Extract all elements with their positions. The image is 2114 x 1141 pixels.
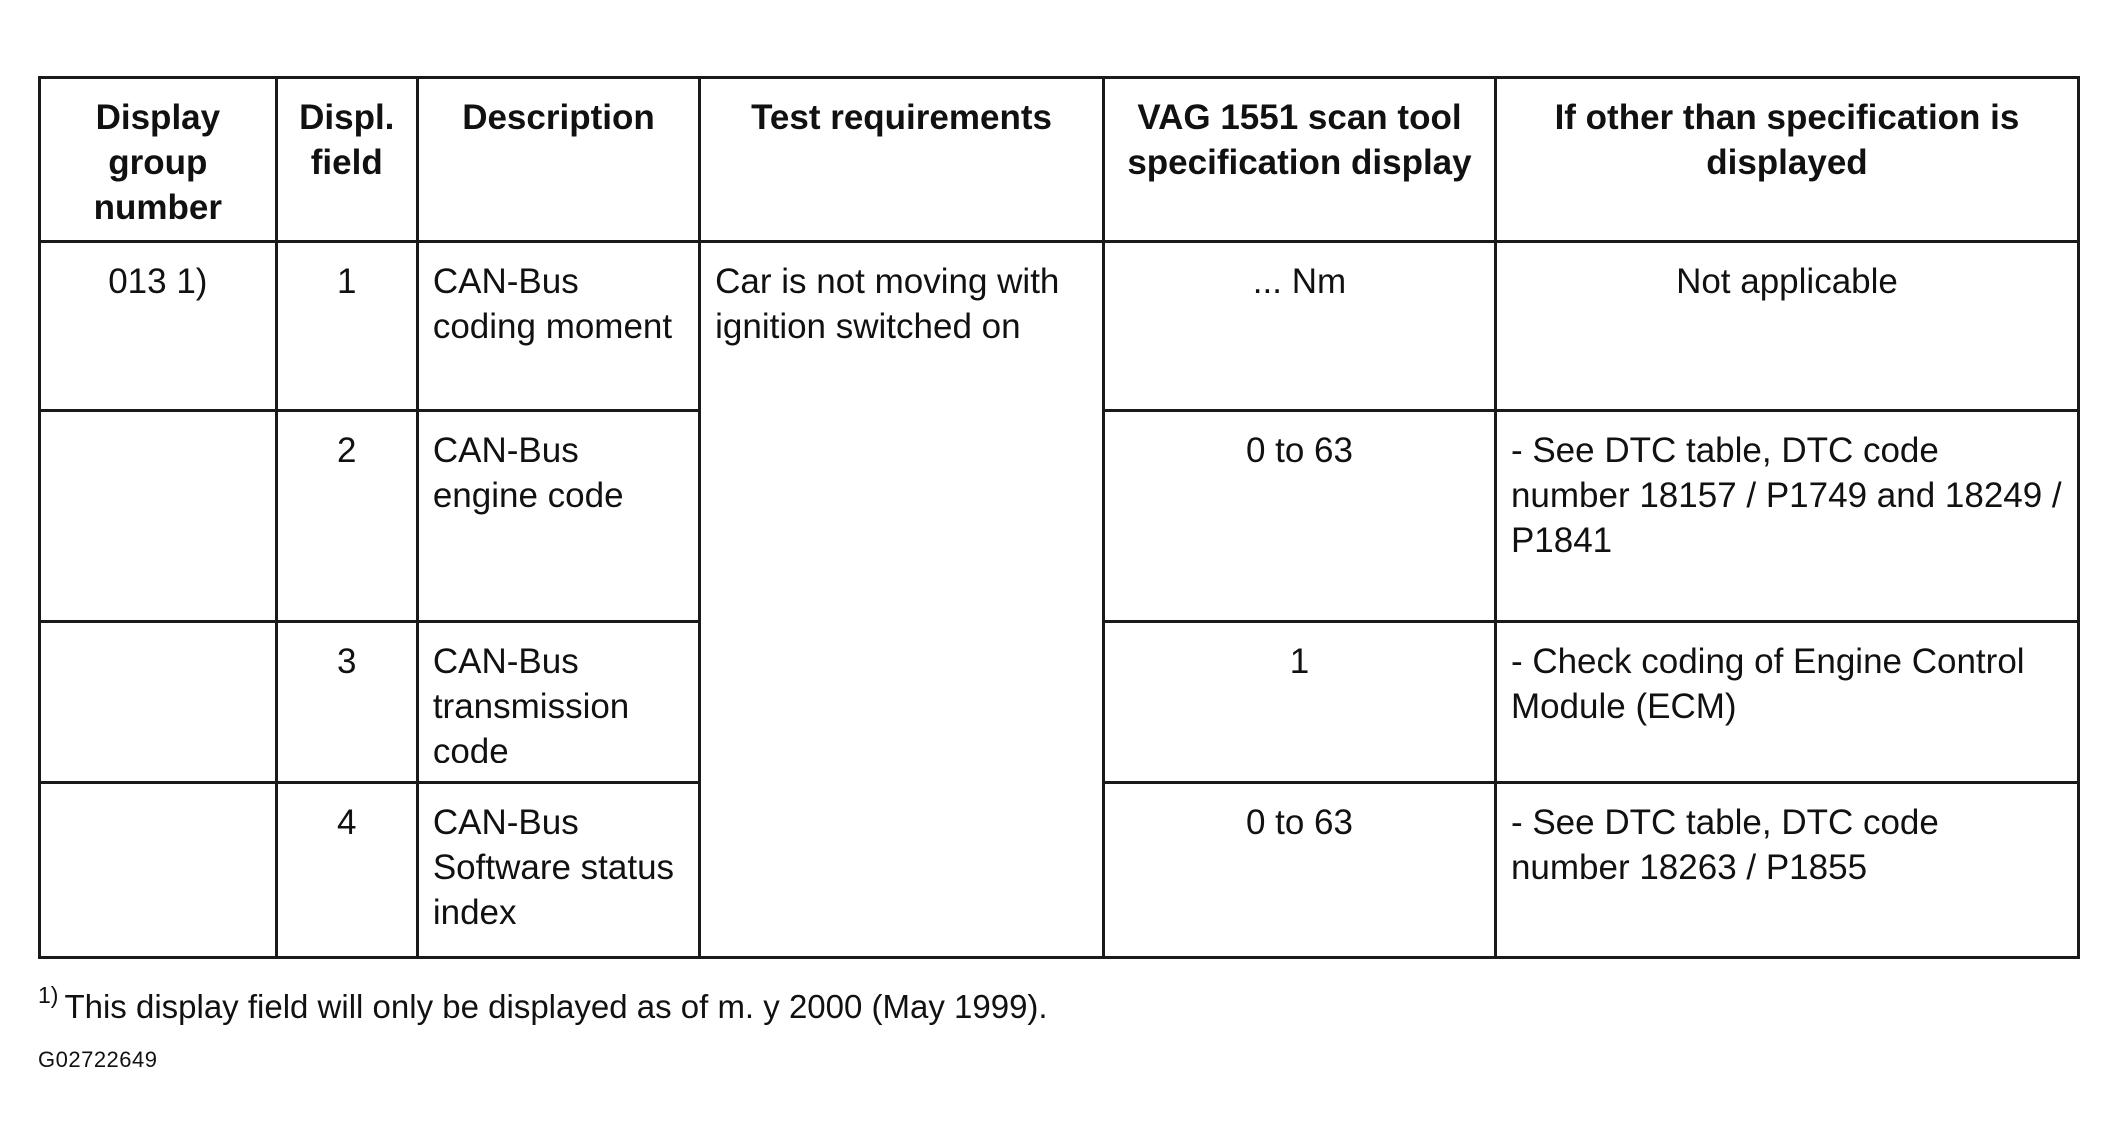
table-row (40, 242, 2079, 411)
header-if-other-than-specification: If other than specification is displayed (1495, 78, 2078, 242)
footnote-marker: 1) (38, 982, 59, 1008)
footnote-text: This display field will only be displayed as of m. y 2000 (May 1999). (64, 988, 1048, 1025)
cell-test-requirements: Car is not moving with ignition switched on (700, 242, 1104, 958)
figure-id: G02722649 (38, 1047, 158, 1072)
cell-display-group (40, 622, 277, 783)
cell-description: CAN-Bus engine code (417, 411, 699, 622)
specification-table (38, 76, 2080, 959)
cell-other-than-specification: - See DTC table, DTC code number 18157 / P1749 and 18249 / P1841 (1495, 411, 2078, 622)
header-scan-tool-specification: VAG 1551 scan tool specification display (1104, 78, 1496, 242)
cell-display-field: 1 (276, 242, 417, 411)
cell-specification: ... Nm (1104, 242, 1496, 411)
table-header-row (40, 78, 2079, 242)
cell-display-group: 013 1) (40, 242, 277, 411)
header-display-field: Displ. field (276, 78, 417, 242)
header-test-requirements: Test requirements (700, 78, 1104, 242)
cell-description: CAN-Bus coding moment (417, 242, 699, 411)
cell-other-than-specification: - See DTC table, DTC code number 18263 / P1855 (1495, 783, 2078, 958)
cell-other-than-specification: Not applicable (1495, 242, 2078, 411)
cell-description-text: CAN-Bus transmission code (432, 642, 630, 763)
cell-description: CAN-Bus Software status index (417, 783, 699, 958)
cell-display-field: 2 (276, 411, 417, 622)
cell-other-than-specification: - Check coding of Engine Control Module (ECM) (1495, 622, 2078, 783)
cell-specification: 1 (1104, 622, 1496, 783)
footnote (38, 975, 1048, 1027)
cell-display-field: 4 (276, 783, 417, 958)
cell-specification: 0 to 63 (1104, 783, 1496, 958)
cell-display-group (40, 783, 277, 958)
cell-specification: 0 to 63 (1104, 411, 1496, 622)
cell-display-field: 3 (276, 622, 417, 783)
header-description: Description (417, 78, 699, 242)
cell-description (417, 622, 699, 783)
header-display-group-number: Display group number (40, 78, 277, 242)
cell-display-group (40, 411, 277, 622)
